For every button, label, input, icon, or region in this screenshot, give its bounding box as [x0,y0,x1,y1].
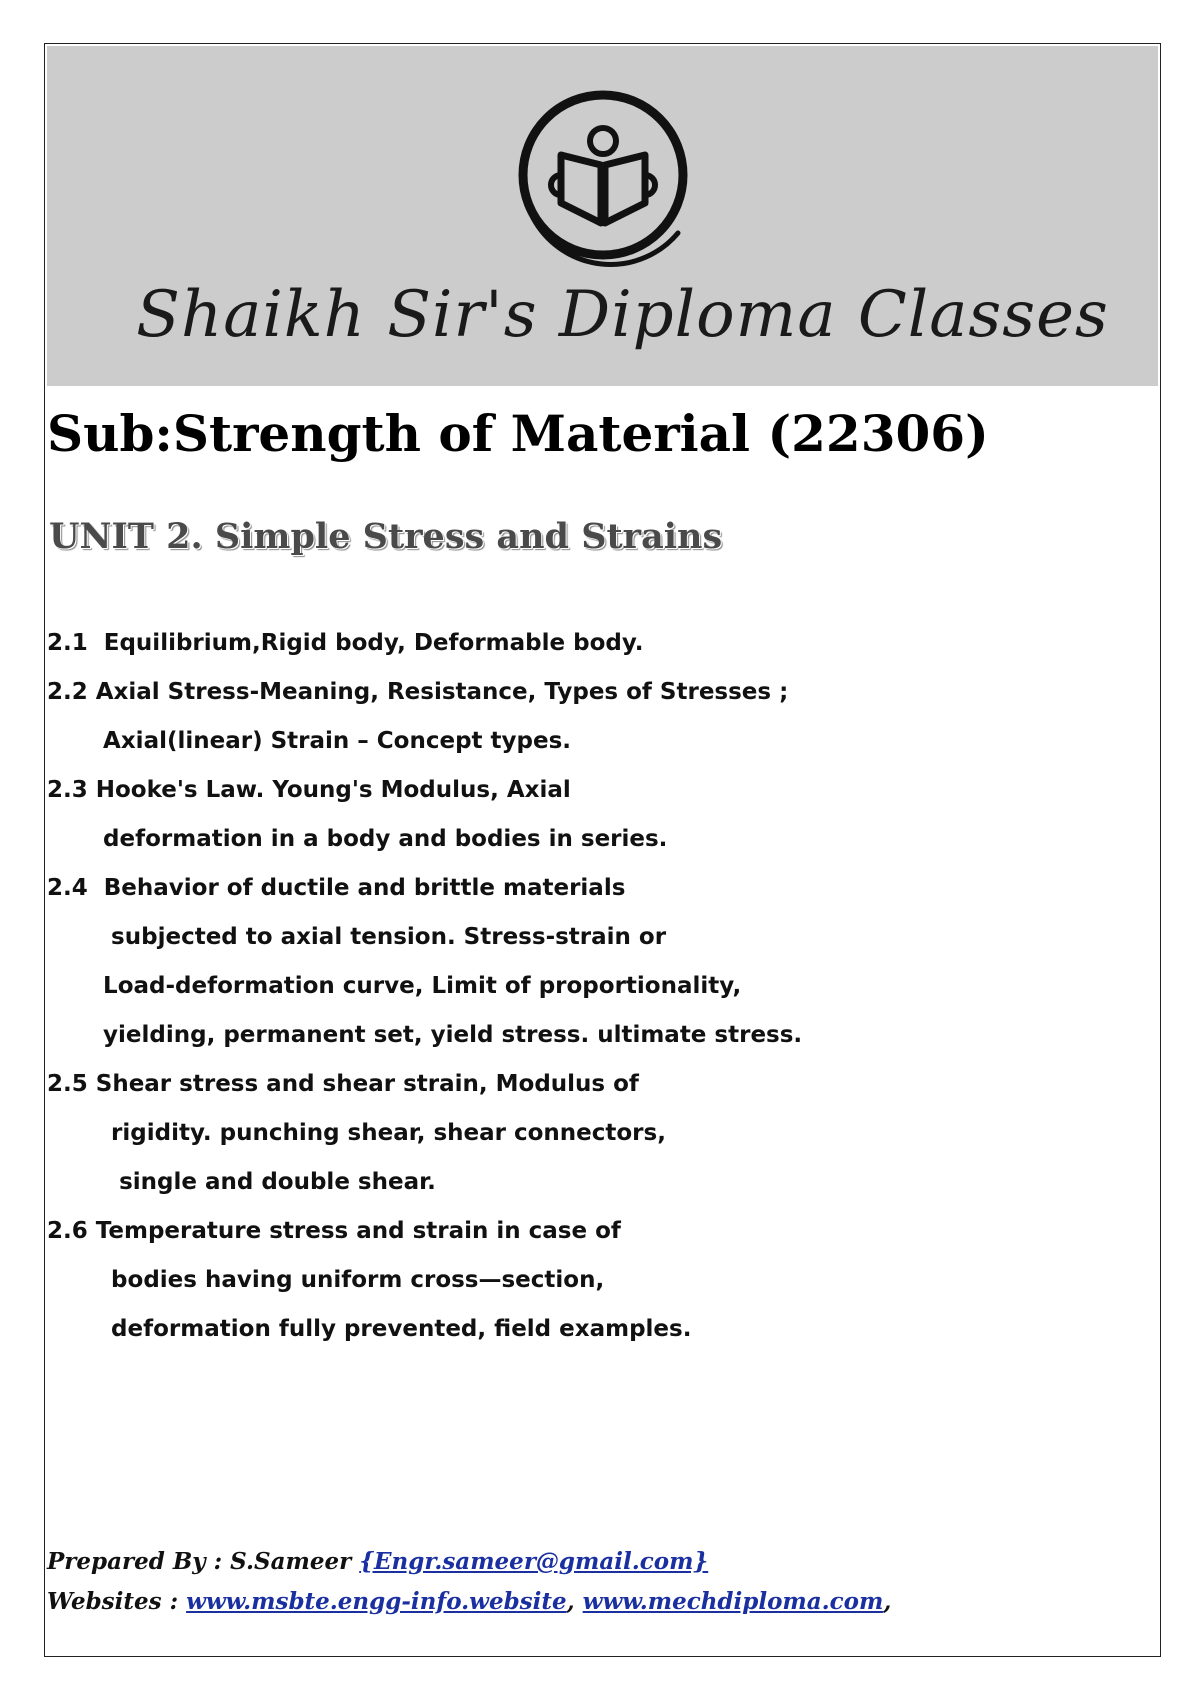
topic-line: single and double shear. [47,1169,436,1195]
topic-line: 2.4 Behavior of ductile and brittle materials [47,875,626,901]
websites-label: Websites : [47,1588,187,1615]
topic-line: 2.2 Axial Stress-Meaning, Resistance, Types of Stresses ; [47,679,789,705]
website-separator: , [566,1588,583,1615]
topic-line: 2.3 Hooke's Law. Young's Modulus, Axial [47,777,571,803]
topic-line: 2.5 Shear stress and shear strain, Modulus of [47,1071,639,1097]
brand-name: Shaikh Sir's Diploma Classes [136,278,1109,352]
prepared-by-footer [47,1542,891,1622]
topics-list [47,619,802,1354]
unit-title: UNIT 2. Simple Stress and Strains [49,516,723,557]
topic-line: bodies having uniform cross—section, [47,1267,605,1293]
prepared-by-label: Prepared By : S.Sameer [47,1548,360,1575]
website-link-msbte[interactable]: www.msbte.engg-info.website [186,1588,567,1615]
websites-line [47,1582,891,1622]
topic-line: 2.1 Equilibrium,Rigid body, Deformable body. [47,630,644,656]
website-link-mechdiploma[interactable]: www.mechdiploma.com [582,1588,884,1615]
topic-line: subjected to axial tension. Stress-strain or [47,924,667,950]
topic-line: Load-deformation curve, Limit of proportionality, [47,973,742,999]
topic-line: deformation in a body and bodies in series. [47,826,668,852]
reading-book-logo-icon [503,83,703,283]
topic-line: 2.6 Temperature stress and strain in case of [47,1218,621,1244]
header-banner [47,46,1158,386]
trailing-comma: , [883,1588,892,1615]
topic-line: Axial(linear) Strain – Concept types. [47,728,572,754]
email-link[interactable]: {Engr.sameer@gmail.com} [359,1548,709,1575]
subject-title: Sub:Strength of Material (22306) [47,404,989,463]
topic-line: yielding, permanent set, yield stress. ultimate stress. [47,1022,803,1048]
topic-line: rigidity. punching shear, shear connectors, [47,1120,666,1146]
page-frame [44,43,1161,1657]
prepared-by-line [47,1542,891,1582]
topic-line: deformation fully prevented, field examples. [47,1316,692,1342]
